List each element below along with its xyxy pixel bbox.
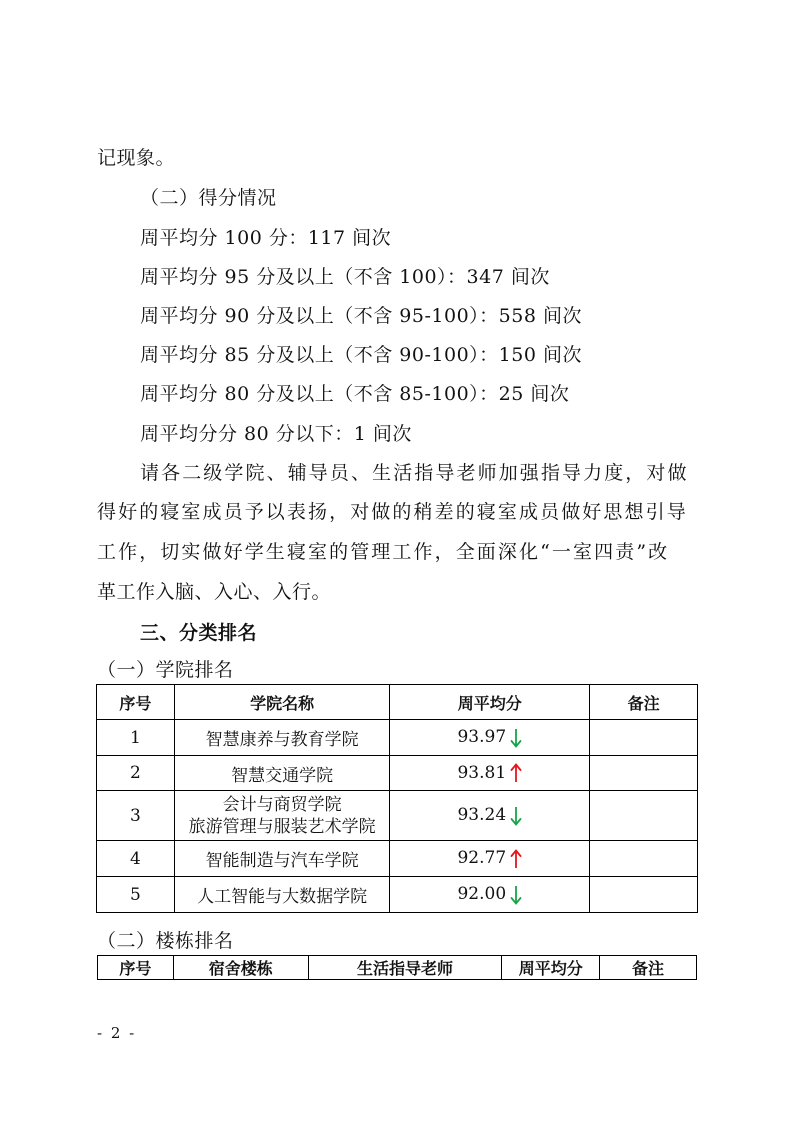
scores-heading: （二）得分情况 — [140, 187, 277, 209]
request-line-3: 工作，切实做好学生寝室的管理工作，全面深化“一室四责”改 — [97, 541, 670, 563]
request-line-4: 革工作入脑、入心、入行。 — [97, 581, 332, 603]
trend-down-icon — [510, 728, 522, 748]
row-no: 2 — [97, 756, 175, 791]
table-row — [97, 756, 698, 791]
intro-tail: 记现象。 — [97, 147, 176, 169]
col-header-note: 备注 — [590, 685, 698, 720]
page-number: - 2 - — [97, 1024, 137, 1042]
col-header-score: 周平均分 — [502, 956, 600, 980]
score-value: 93.81 — [457, 762, 507, 783]
col-header-no: 序号 — [97, 685, 175, 720]
row-no: 5 — [97, 877, 175, 913]
request-line-1: 请各二级学院、辅导员、生活指导老师加强指导力度，对做 — [140, 462, 689, 484]
college-name: 智慧康养与教育学院 — [174, 720, 390, 756]
note-cell — [590, 877, 698, 913]
score-line-4: 周平均分 85 分及以上（不含 90-100）：150 间次 — [140, 344, 582, 366]
score-line-2: 周平均分 95 分及以上（不含 100）：347 间次 — [140, 266, 550, 288]
college-name — [174, 791, 390, 841]
table-header-row — [97, 685, 698, 720]
col-header-college: 学院名称 — [174, 685, 390, 720]
building-rank-table — [97, 955, 697, 980]
note-cell — [590, 720, 698, 756]
score-line-1: 周平均分 100 分：117 间次 — [140, 227, 392, 249]
score-cell — [390, 791, 590, 841]
col-header-score: 周平均分 — [390, 685, 590, 720]
college-name: 人工智能与大数据学院 — [174, 877, 390, 913]
college-name: 智能制造与汽车学院 — [174, 841, 390, 877]
table-row — [97, 791, 698, 841]
table-row — [97, 720, 698, 756]
college-name: 智慧交通学院 — [174, 756, 390, 791]
table-header-row — [98, 956, 697, 980]
section3-heading: 三、分类排名 — [140, 622, 258, 644]
score-line-6: 周平均分分 80 分以下：1 间次 — [140, 423, 412, 445]
building-rank-heading: （二）楼栋排名 — [97, 930, 234, 952]
college-rank-table — [96, 684, 698, 913]
col-header-instructor: 生活指导老师 — [308, 956, 502, 980]
row-no: 3 — [97, 791, 175, 841]
trend-down-icon — [510, 885, 522, 905]
score-cell — [390, 841, 590, 877]
note-cell — [590, 841, 698, 877]
score-line-5: 周平均分 80 分及以上（不含 85-100）：25 间次 — [140, 383, 570, 405]
col-header-note: 备注 — [600, 956, 697, 980]
table-row — [97, 877, 698, 913]
score-cell — [390, 877, 590, 913]
table-row — [97, 841, 698, 877]
score-value: 92.77 — [457, 848, 507, 869]
score-cell — [390, 720, 590, 756]
request-line-2: 得好的寝室成员予以表扬，对做的稍差的寝室成员做好思想引导 — [97, 501, 688, 523]
trend-down-icon — [510, 806, 522, 826]
col-header-no: 序号 — [98, 956, 174, 980]
college-name-line: 会计与商贸学院 — [222, 794, 342, 815]
score-cell — [390, 756, 590, 791]
col-header-building: 宿舍楼栋 — [173, 956, 308, 980]
note-cell — [590, 791, 698, 841]
row-no: 4 — [97, 841, 175, 877]
score-value: 93.97 — [457, 727, 507, 748]
college-rank-heading: （一）学院排名 — [97, 659, 234, 681]
trend-up-icon — [510, 763, 522, 783]
note-cell — [590, 756, 698, 791]
college-name-line: 旅游管理与服装艺术学院 — [188, 816, 376, 837]
score-value: 92.00 — [457, 884, 507, 905]
score-line-3: 周平均分 90 分及以上（不含 95-100）：558 间次 — [140, 305, 582, 327]
score-value: 93.24 — [457, 805, 507, 826]
trend-up-icon — [510, 849, 522, 869]
row-no: 1 — [97, 720, 175, 756]
